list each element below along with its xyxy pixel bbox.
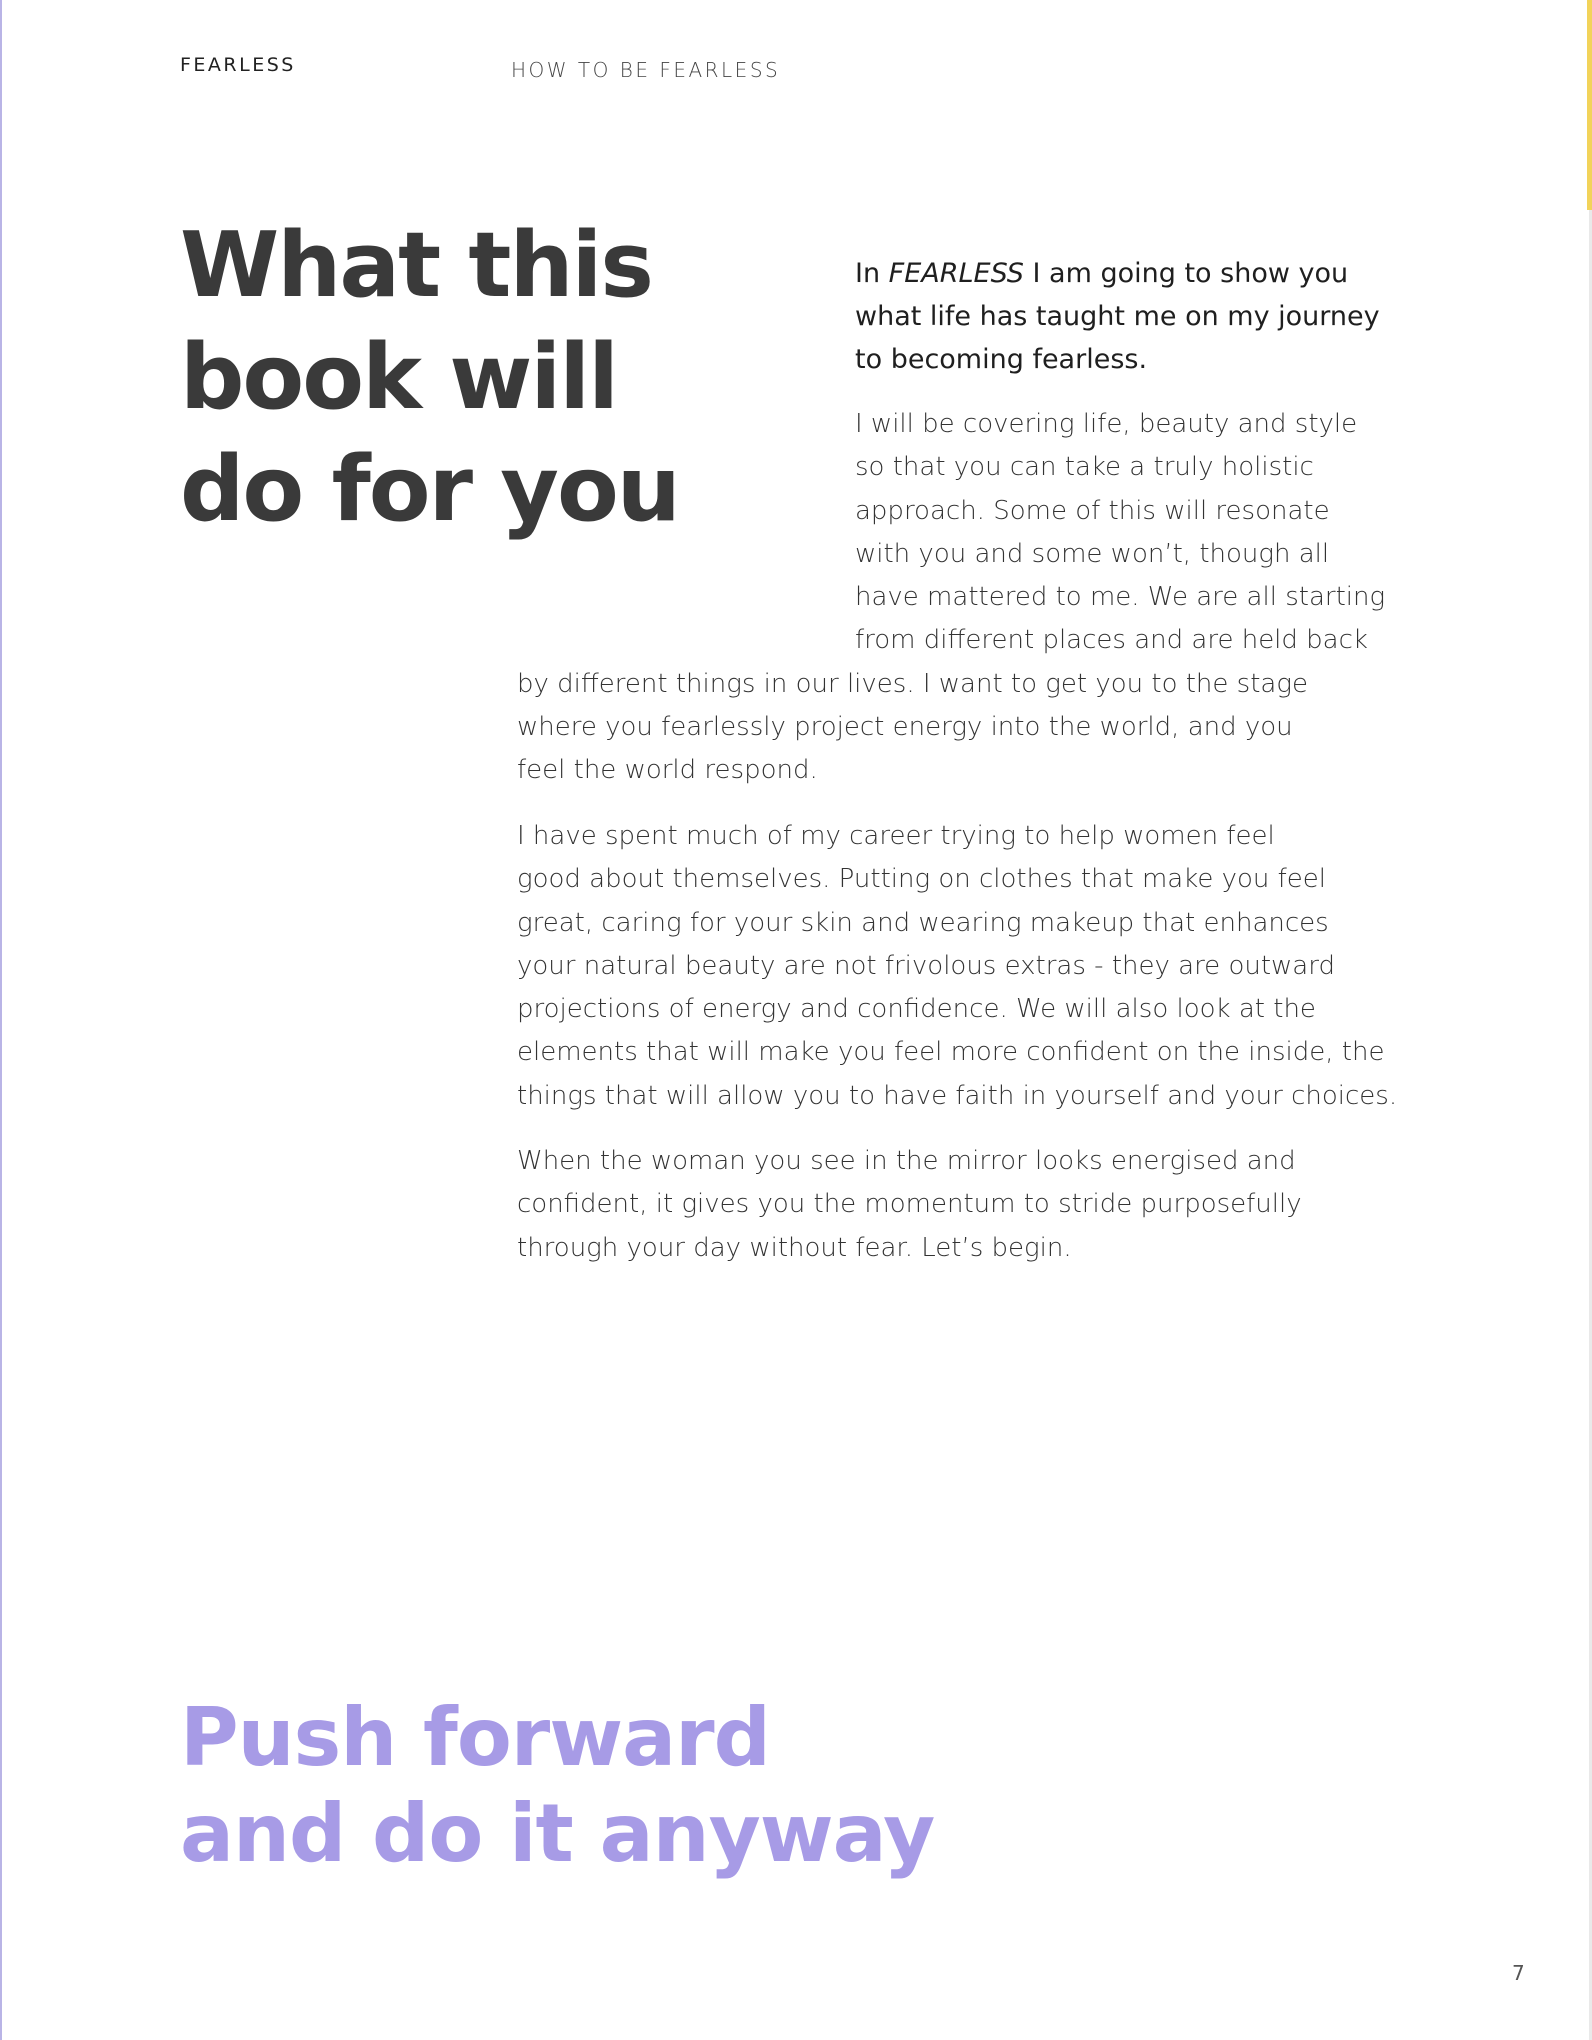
- page-edge-left: [0, 0, 2, 2040]
- body-line: by different things in our lives. I want to get you to the stage: [517, 668, 1308, 699]
- intro-line: [855, 252, 1415, 295]
- body-line: where you fearlessly project energy into the world, and you: [517, 712, 1293, 743]
- running-head-book-title: FEARLESS: [180, 54, 296, 76]
- chapter-heading-line: What this: [180, 213, 652, 318]
- body-line: approach. Some of this will resonate: [855, 495, 1330, 526]
- body-line: great, caring for your skin and wearing makeup that enhances: [517, 907, 1329, 938]
- pull-quote-line: and do it anyway: [180, 1787, 935, 1880]
- body-paragraph-4: [517, 1140, 1437, 1270]
- body-line: so that you can take a truly holistic: [855, 452, 1314, 483]
- chapter-heading-line: do for you: [180, 437, 679, 542]
- body-line: through your day without fear. Let’s begin.: [517, 1232, 1072, 1263]
- body-line: elements that will make you feel more confident on the inside, the: [517, 1037, 1385, 1068]
- body-line: have mattered to me. We are all starting: [855, 582, 1386, 613]
- intro-text: I am going to show you: [1023, 258, 1349, 289]
- body-line: I have spent much of my career trying to help women feel: [517, 821, 1275, 851]
- pull-quote-line: Push forward: [180, 1691, 770, 1784]
- page-edge-tab: [1587, 0, 1592, 210]
- chapter-heading-line: book will: [180, 325, 617, 430]
- body-line: confident, it gives you the momentum to stride purposefully: [517, 1189, 1302, 1220]
- intro-line: to becoming fearless.: [855, 344, 1148, 375]
- pull-quote: [180, 1690, 1080, 1882]
- running-head-section-title: HOW TO BE FEARLESS: [511, 58, 781, 82]
- body-line: from different places and are held back: [855, 625, 1368, 656]
- body-line: with you and some won’t, though all: [855, 538, 1330, 569]
- body-line: projections of energy and confidence. We will also look at the: [517, 994, 1316, 1025]
- body-paragraph-2: [517, 403, 1437, 793]
- book-title-italic: FEARLESS: [888, 258, 1024, 289]
- body-line: feel the world respond.: [517, 755, 818, 786]
- body-line: I will be covering life, beauty and style: [855, 409, 1358, 439]
- body-line: When the woman you see in the mirror looks energised and: [517, 1146, 1296, 1176]
- intro-line: what life has taught me on my journey: [855, 301, 1380, 332]
- body-line: things that will allow you to have faith in yourself and your choices.: [517, 1080, 1398, 1111]
- body-paragraph-3: [517, 815, 1437, 1118]
- intro-text: In: [855, 258, 889, 289]
- body-line: good about themselves. Putting on clothes that make you feel: [517, 864, 1327, 895]
- intro-paragraph: [855, 252, 1415, 381]
- page-number: 7: [1512, 1961, 1525, 1985]
- body-line: your natural beauty are not frivolous extras - they are outward: [517, 950, 1335, 981]
